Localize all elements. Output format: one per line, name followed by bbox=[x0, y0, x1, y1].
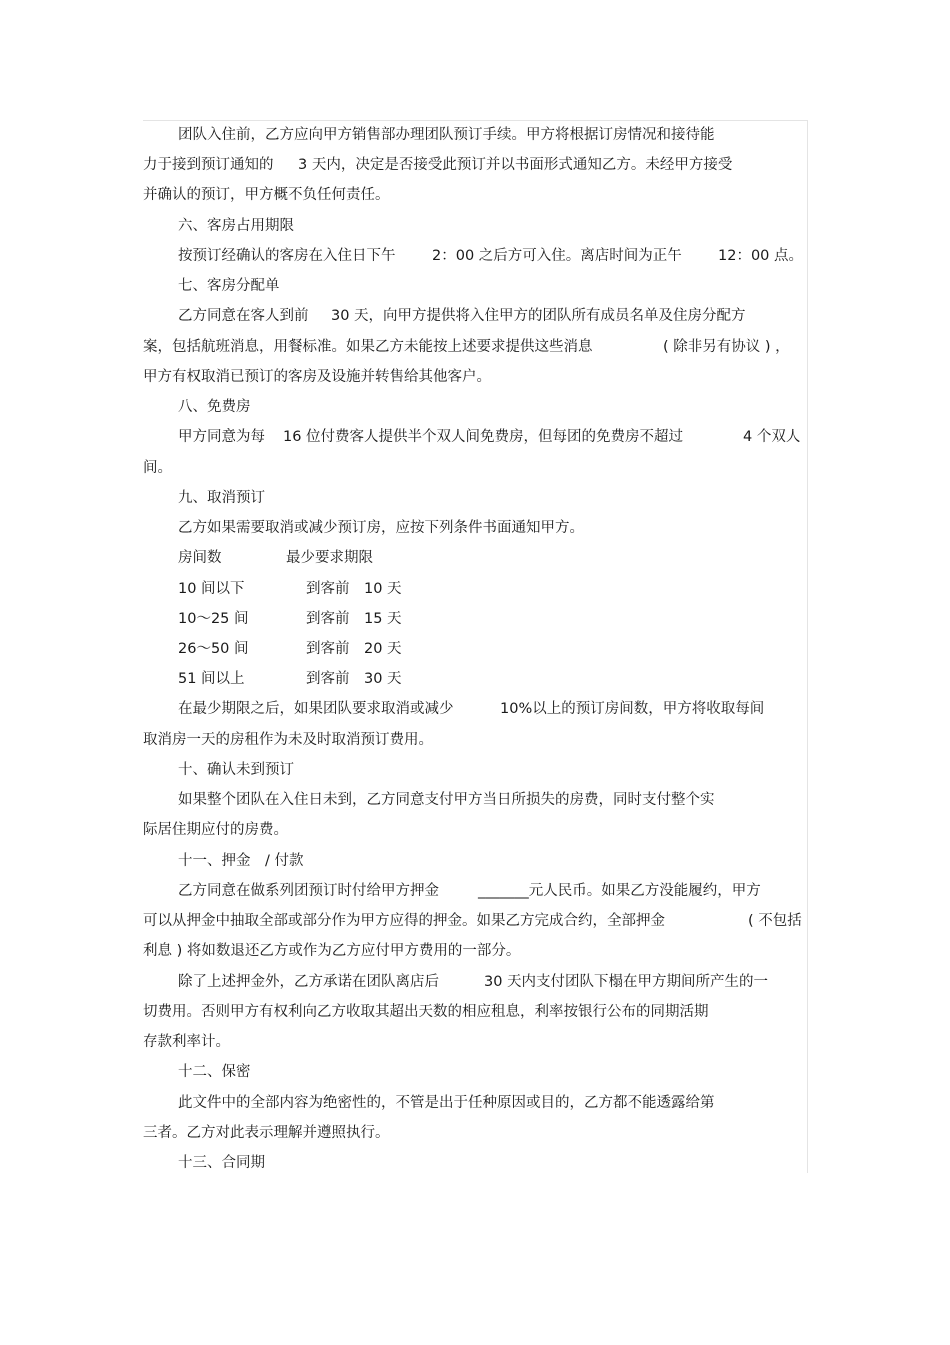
text-segment: 乙方同意在客人到前 bbox=[178, 308, 309, 324]
table-cell-deadline: 到客前 10 天 bbox=[306, 581, 402, 597]
text-segment: 4 个双人 bbox=[743, 429, 801, 445]
text-segment: 间。 bbox=[143, 460, 172, 476]
text-segment: 甲方同意为每 bbox=[178, 429, 265, 445]
text-segment: 三者。乙方对此表示理解并遵照执行。 bbox=[143, 1125, 390, 1141]
text-segment: 切费用。否则甲方有权利向乙方收取其超出天数的相应租息，利率按银行公布的同期活期 bbox=[143, 1004, 709, 1020]
table-cell-deadline: 到客前 20 天 bbox=[306, 641, 402, 657]
text-segment: 乙方如果需要取消或减少预订房，应按下列条件书面通知甲方。 bbox=[178, 520, 584, 536]
table-cell-rooms: 51 间以上 bbox=[178, 671, 245, 687]
text-segment: 十三、合同期 bbox=[178, 1155, 265, 1171]
text-segment: 并确认的预订，甲方概不负任何责任。 bbox=[143, 187, 390, 203]
table-cell-rooms: 26～50 间 bbox=[178, 641, 249, 657]
table-cell-rooms: 10 间以下 bbox=[178, 581, 245, 597]
text-segment: 际居住期应付的房费。 bbox=[143, 822, 288, 838]
text-segment: 十、确认未到预订 bbox=[178, 762, 294, 778]
table-cell-rooms: 10～25 间 bbox=[178, 611, 249, 627]
text-segment: 九、取消预订 bbox=[178, 490, 265, 506]
table-cell-deadline: 到客前 15 天 bbox=[306, 611, 402, 627]
text-segment: 可以从押金中抽取全部或部分作为甲方应得的押金。如果乙方完成合约，全部押金 bbox=[143, 913, 665, 929]
text-segment: 取消房一天的房租作为未及时取消预订费用。 bbox=[143, 732, 433, 748]
text-segment: 2：00 之后方可入住。离店时间为正午 bbox=[432, 248, 682, 264]
text-segment: 利息 ) 将如数退还乙方或作为乙方应付甲方费用的一部分。 bbox=[143, 943, 521, 959]
text-segment: 乙方同意在做系列团预订时付给甲方押金 bbox=[178, 883, 439, 899]
text-segment: 30 天内支付团队下榻在甲方期间所产生的一 bbox=[484, 974, 769, 990]
text-segment: 如果整个团队在入住日未到，乙方同意支付甲方当日所损失的房费，同时支付整个实 bbox=[178, 792, 715, 808]
table-header-deadline: 最少要求期限 bbox=[286, 550, 373, 566]
text-segment: 在最少期限之后，如果团队要求取消或减少 bbox=[178, 701, 454, 717]
text-segment: 12：00 点。 bbox=[718, 248, 804, 264]
table-cell-deadline: 到客前 30 天 bbox=[306, 671, 402, 687]
text-segment: 七、客房分配单 bbox=[178, 278, 280, 294]
text-segment: ( 不包括 bbox=[748, 913, 802, 929]
text-segment: 甲方有权取消已预订的客房及设施并转售给其他客户。 bbox=[143, 369, 491, 385]
text-segment: 存款利率计。 bbox=[143, 1034, 230, 1050]
text-segment: 此文件中的全部内容为绝密性的，不管是出于任种原因或目的，乙方都不能透露给第 bbox=[178, 1095, 715, 1111]
text-segment: 案，包括航班消息，用餐标准。如果乙方未能按上述要求提供这些消息 bbox=[143, 339, 593, 355]
text-segment: 3 天内，决定是否接受此预订并以书面形式通知乙方。未经甲方接受 bbox=[298, 157, 733, 173]
text-segment: 八、免费房 bbox=[178, 399, 251, 415]
text-segment: 团队入住前，乙方应向甲方销售部办理团队预订手续。甲方将根据订房情况和接待能 bbox=[178, 127, 715, 143]
text-segment: ( 除非另有协议 ) ， bbox=[663, 339, 790, 355]
text-segment: 30 天，向甲方提供将入住甲方的团队所有成员名单及住房分配方 bbox=[331, 308, 746, 324]
table-header-rooms: 房间数 bbox=[178, 550, 222, 566]
text-segment: 十二、保密 bbox=[178, 1064, 251, 1080]
text-segment: 六、客房占用期限 bbox=[178, 218, 294, 234]
text-segment: 除了上述押金外，乙方承诺在团队离店后 bbox=[178, 974, 439, 990]
text-segment: 十一、押金 / 付款 bbox=[178, 853, 304, 869]
text-segment: 力于接到预订通知的 bbox=[143, 157, 274, 173]
text-segment: 16 位付费客人提供半个双人间免费房，但每团的免费房不超过 bbox=[283, 429, 684, 445]
text-segment: _______元人民币。如果乙方没能履约，甲方 bbox=[478, 883, 761, 899]
text-segment: 10%以上的预订房间数，甲方将收取每间 bbox=[500, 701, 765, 717]
text-segment: 按预订经确认的客房在入住日下午 bbox=[178, 248, 396, 264]
